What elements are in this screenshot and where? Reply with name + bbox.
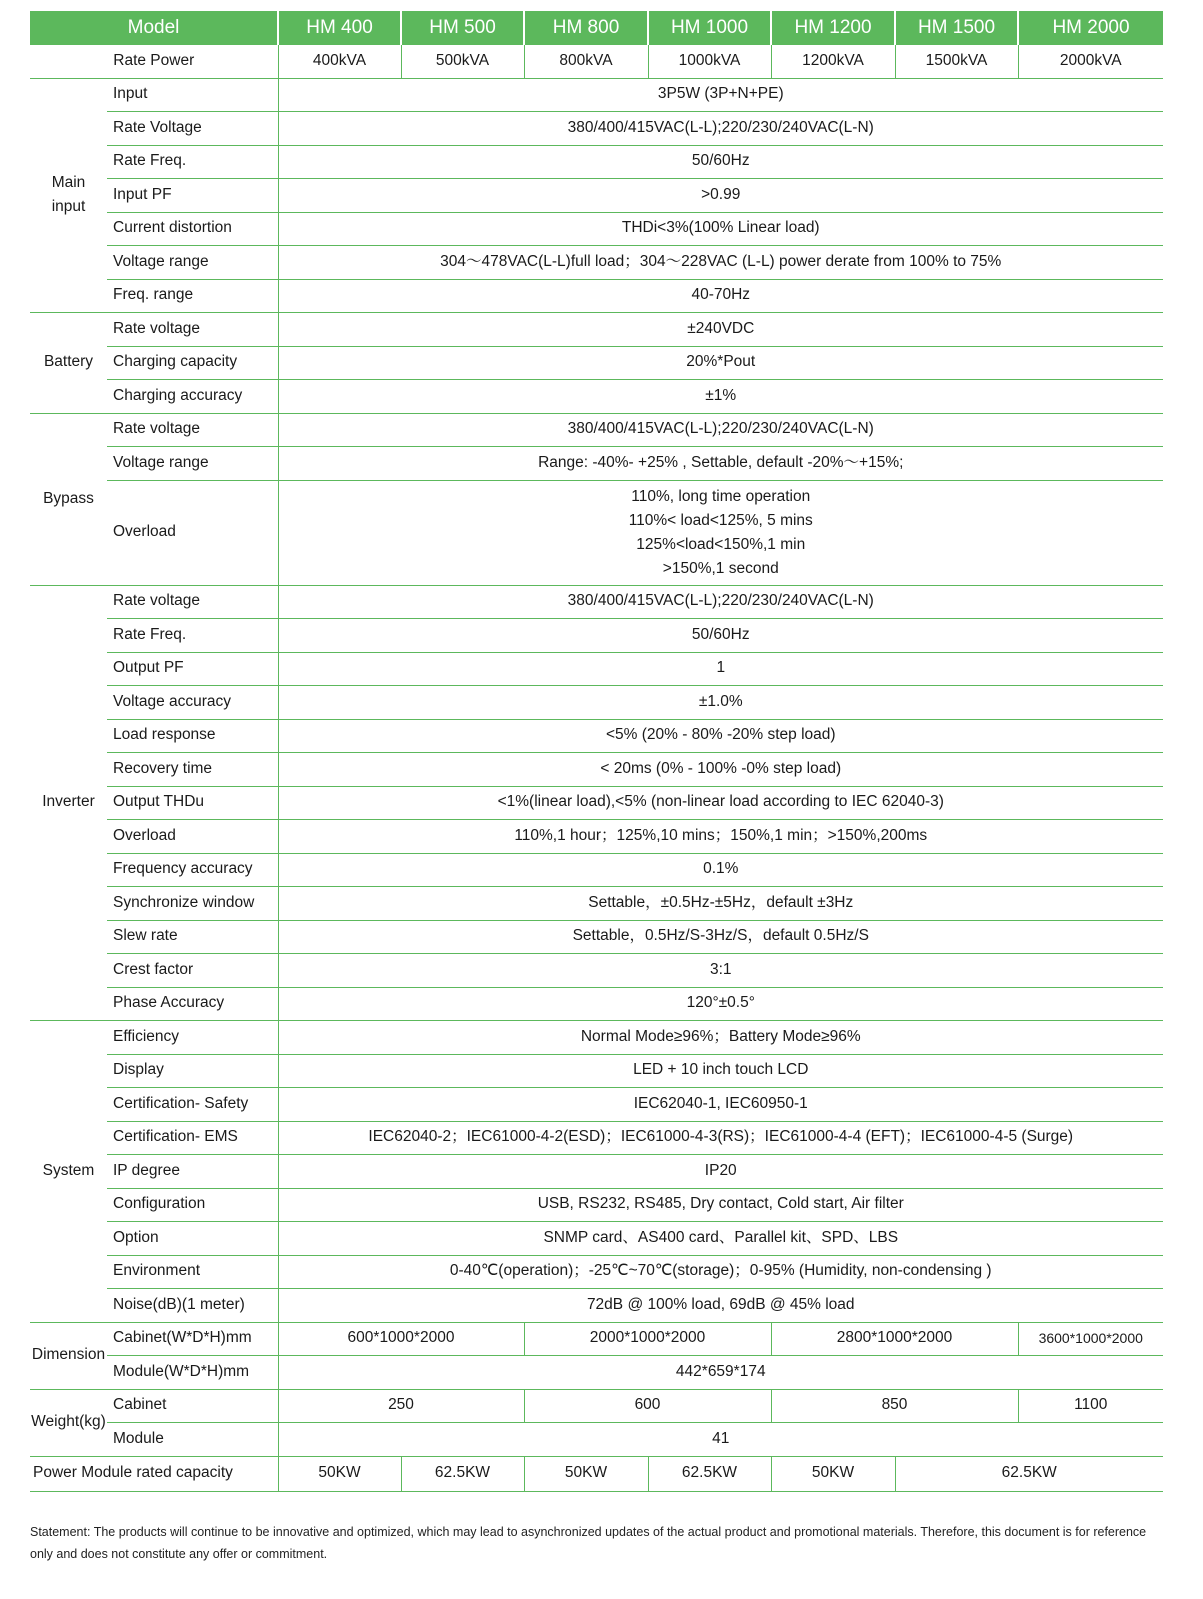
table-row xyxy=(30,652,1163,686)
table-row xyxy=(30,1423,1163,1457)
spec-value: 600 xyxy=(524,1389,771,1423)
rate-power-value: 500kVA xyxy=(401,45,524,78)
table-row xyxy=(30,380,1163,414)
table-row xyxy=(30,313,1163,347)
spec-value: 2000*1000*2000 xyxy=(524,1322,771,1356)
spec-label: Input xyxy=(107,78,278,112)
spec-label: Output PF xyxy=(107,652,278,686)
table-row xyxy=(30,719,1163,753)
overload-line: 125%<load<150%,1 min xyxy=(636,535,806,553)
table-row xyxy=(30,413,1163,447)
spec-value: 1 xyxy=(278,652,1163,686)
spec-value: <1%(linear load),<5% (non-linear load according to IEC 62040-3) xyxy=(278,786,1163,820)
spec-value: 110%,1 hour；125%,10 mins；150%,1 min；>150%,200ms xyxy=(278,820,1163,854)
model-header-cell: HM 800 xyxy=(524,11,648,45)
spec-value: 72dB @ 100% load, 69dB @ 45% load xyxy=(278,1289,1163,1323)
table-row xyxy=(30,145,1163,179)
spec-value: IP20 xyxy=(278,1155,1163,1189)
rate-power-value: 800kVA xyxy=(524,45,648,78)
table-row xyxy=(30,246,1163,280)
rate-power-value: 1000kVA xyxy=(648,45,771,78)
rate-power-row xyxy=(30,45,1163,78)
table-row xyxy=(30,820,1163,854)
spec-label: Certification- Safety xyxy=(107,1088,278,1122)
table-row xyxy=(30,78,1163,112)
rate-power-label: Rate Power xyxy=(30,45,278,78)
spec-value: Settable，0.5Hz/S-3Hz/S，default 0.5Hz/S xyxy=(278,920,1163,954)
table-row xyxy=(30,1322,1163,1356)
table-row xyxy=(30,1389,1163,1423)
spec-value: LED + 10 inch touch LCD xyxy=(278,1054,1163,1088)
model-header: Model xyxy=(30,11,278,45)
spec-value: 50KW xyxy=(278,1456,401,1491)
group-weight: Weight(kg) xyxy=(30,1389,107,1456)
table-row xyxy=(30,1021,1163,1055)
spec-label: Efficiency xyxy=(107,1021,278,1055)
rate-power-value: 2000kVA xyxy=(1018,45,1163,78)
spec-value: 2800*1000*2000 xyxy=(771,1322,1018,1356)
spec-label: Freq. range xyxy=(107,279,278,313)
spec-value: 600*1000*2000 xyxy=(278,1322,524,1356)
table-row xyxy=(30,112,1163,146)
spec-value: 50/60Hz xyxy=(278,145,1163,179)
group-dimension: Dimension xyxy=(30,1322,107,1389)
table-row xyxy=(30,786,1163,820)
spec-label: Voltage range xyxy=(107,447,278,481)
table-row xyxy=(30,853,1163,887)
spec-label: IP degree xyxy=(107,1155,278,1189)
table-row xyxy=(30,920,1163,954)
spec-value: 380/400/415VAC(L-L);220/230/240VAC(L-N) xyxy=(278,413,1163,447)
spec-label: Voltage accuracy xyxy=(107,686,278,720)
spec-value: 0.1% xyxy=(278,853,1163,887)
table-row xyxy=(30,179,1163,213)
group-battery: Battery xyxy=(30,313,107,414)
group-main-input xyxy=(30,78,107,313)
spec-label: Configuration xyxy=(107,1188,278,1222)
spec-value: 442*659*174 xyxy=(278,1356,1163,1390)
spec-value: 0-40℃(operation)；-25℃~70℃(storage)；0-95% (Humidity, non-condensing ) xyxy=(278,1255,1163,1289)
spec-label: Recovery time xyxy=(107,753,278,787)
spec-value: 850 xyxy=(771,1389,1018,1423)
table-row xyxy=(30,987,1163,1021)
spec-value: 3P5W (3P+N+PE) xyxy=(278,78,1163,112)
spec-label: Option xyxy=(107,1222,278,1256)
spec-label: Overload xyxy=(107,480,278,585)
table-row xyxy=(30,279,1163,313)
spec-value: 304～478VAC(L-L)full load；304～228VAC (L-L) power derate from 100% to 75% xyxy=(278,246,1163,280)
spec-label: Cabinet xyxy=(107,1389,278,1423)
table-row xyxy=(30,346,1163,380)
spec-value: 380/400/415VAC(L-L);220/230/240VAC(L-N) xyxy=(278,585,1163,619)
group-bypass: Bypass xyxy=(30,413,107,585)
spec-value: >0.99 xyxy=(278,179,1163,213)
spec-label: Cabinet(W*D*H)mm xyxy=(107,1322,278,1356)
spec-value: ±240VDC xyxy=(278,313,1163,347)
spec-label: Rate Freq. xyxy=(107,619,278,653)
spec-table xyxy=(30,11,1163,1492)
table-row xyxy=(30,1222,1163,1256)
spec-label: Power Module rated capacity xyxy=(30,1456,278,1491)
spec-label: Module(W*D*H)mm xyxy=(107,1356,278,1390)
spec-label: Display xyxy=(107,1054,278,1088)
table-row xyxy=(30,585,1163,619)
statement-text: Statement: The products will continue to be innovative and optimized, which may lead to asynchronized updates of the actual product and promotional materials. Therefore, this document is for reference only and does not constitute any offer or commitment. xyxy=(30,1525,1147,1561)
spec-value: 62.5KW xyxy=(895,1456,1163,1491)
spec-label: Crest factor xyxy=(107,954,278,988)
spec-value: IEC62040-1, IEC60950-1 xyxy=(278,1088,1163,1122)
spec-label: Rate voltage xyxy=(107,313,278,347)
spec-value: 1100 xyxy=(1018,1389,1163,1423)
table-row xyxy=(30,480,1163,585)
overload-line: 110%< load<125%, 5 mins xyxy=(628,511,813,529)
model-header-cell: HM 1200 xyxy=(771,11,895,45)
spec-value: SNMP card、AS400 card、Parallel kit、SPD、LBS xyxy=(278,1222,1163,1256)
spec-label: Module xyxy=(107,1423,278,1457)
spec-label: Environment xyxy=(107,1255,278,1289)
spec-label: Voltage range xyxy=(107,246,278,280)
table-row xyxy=(30,1356,1163,1390)
table-row xyxy=(30,1121,1163,1155)
group-label: Main input xyxy=(51,174,86,216)
spec-label: Slew rate xyxy=(107,920,278,954)
spec-label: Rate Freq. xyxy=(107,145,278,179)
spec-value: 41 xyxy=(278,1423,1163,1457)
spec-value: ±1% xyxy=(278,380,1163,414)
table-row xyxy=(30,686,1163,720)
spec-label: Rate voltage xyxy=(107,413,278,447)
table-row xyxy=(30,1255,1163,1289)
spec-value: IEC62040-2；IEC61000-4-2(ESD)；IEC61000-4-3(RS)；IEC61000-4-4 (EFT)；IEC61000-4-5 (Surge) xyxy=(278,1121,1163,1155)
header-row xyxy=(30,11,1163,45)
power-module-row xyxy=(30,1456,1163,1491)
spec-value: 50KW xyxy=(771,1456,895,1491)
rate-power-value: 1200kVA xyxy=(771,45,895,78)
spec-label: Output THDu xyxy=(107,786,278,820)
model-header-cell: HM 500 xyxy=(401,11,524,45)
spec-value: 3:1 xyxy=(278,954,1163,988)
spec-label: Phase Accuracy xyxy=(107,987,278,1021)
spec-value: ±1.0% xyxy=(278,686,1163,720)
model-header-cell: HM 400 xyxy=(278,11,401,45)
spec-value: Settable，±0.5Hz-±5Hz，default ±3Hz xyxy=(278,887,1163,921)
table-row xyxy=(30,447,1163,481)
spec-value: 62.5KW xyxy=(648,1456,771,1491)
table-row xyxy=(30,887,1163,921)
table-row xyxy=(30,1088,1163,1122)
spec-label: Frequency accuracy xyxy=(107,853,278,887)
spec-value: Range: -40%- +25% , Settable, default -20%～+15%; xyxy=(278,447,1163,481)
overload-line: 110%, long time operation xyxy=(631,487,811,505)
spec-label: Charging accuracy xyxy=(107,380,278,414)
spec-value: 62.5KW xyxy=(401,1456,524,1491)
spec-value: 120°±0.5° xyxy=(278,987,1163,1021)
group-system: System xyxy=(30,1021,107,1323)
table-row xyxy=(30,619,1163,653)
table-row xyxy=(30,753,1163,787)
spec-label: Overload xyxy=(107,820,278,854)
spec-label: Rate voltage xyxy=(107,585,278,619)
spec-label: Charging capacity xyxy=(107,346,278,380)
spec-value: 250 xyxy=(278,1389,524,1423)
bypass-overload-values xyxy=(278,480,1163,585)
model-header-cell: HM 1500 xyxy=(895,11,1018,45)
table-row xyxy=(30,1155,1163,1189)
group-inverter: Inverter xyxy=(30,585,107,1021)
spec-value: Normal Mode≥96%；Battery Mode≥96% xyxy=(278,1021,1163,1055)
table-row xyxy=(30,1188,1163,1222)
table-row xyxy=(30,1054,1163,1088)
spec-value: <5% (20% - 80% -20% step load) xyxy=(278,719,1163,753)
spec-value: 3600*1000*2000 xyxy=(1018,1322,1163,1356)
spec-label: Noise(dB)(1 meter) xyxy=(107,1289,278,1323)
spec-label: Current distortion xyxy=(107,212,278,246)
table-row xyxy=(30,212,1163,246)
table-row xyxy=(30,1289,1163,1323)
table-row xyxy=(30,954,1163,988)
rate-power-value: 400kVA xyxy=(278,45,401,78)
spec-value: 40-70Hz xyxy=(278,279,1163,313)
spec-value: USB, RS232, RS485, Dry contact, Cold start, Air filter xyxy=(278,1188,1163,1222)
spec-value: 50KW xyxy=(524,1456,648,1491)
rate-power-value: 1500kVA xyxy=(895,45,1018,78)
spec-value: < 20ms (0% - 100% -0% step load) xyxy=(278,753,1163,787)
overload-line: >150%,1 second xyxy=(662,559,779,577)
spec-label: Certification- EMS xyxy=(107,1121,278,1155)
spec-label: Synchronize window xyxy=(107,887,278,921)
spec-value: THDi<3%(100% Linear load) xyxy=(278,212,1163,246)
spec-value: 20%*Pout xyxy=(278,346,1163,380)
model-header-cell: HM 1000 xyxy=(648,11,771,45)
spec-value: 50/60Hz xyxy=(278,619,1163,653)
spec-value: 380/400/415VAC(L-L);220/230/240VAC(L-N) xyxy=(278,112,1163,146)
model-header-cell: HM 2000 xyxy=(1018,11,1163,45)
spec-label: Load response xyxy=(107,719,278,753)
spec-label: Input PF xyxy=(107,179,278,213)
spec-label: Rate Voltage xyxy=(107,112,278,146)
